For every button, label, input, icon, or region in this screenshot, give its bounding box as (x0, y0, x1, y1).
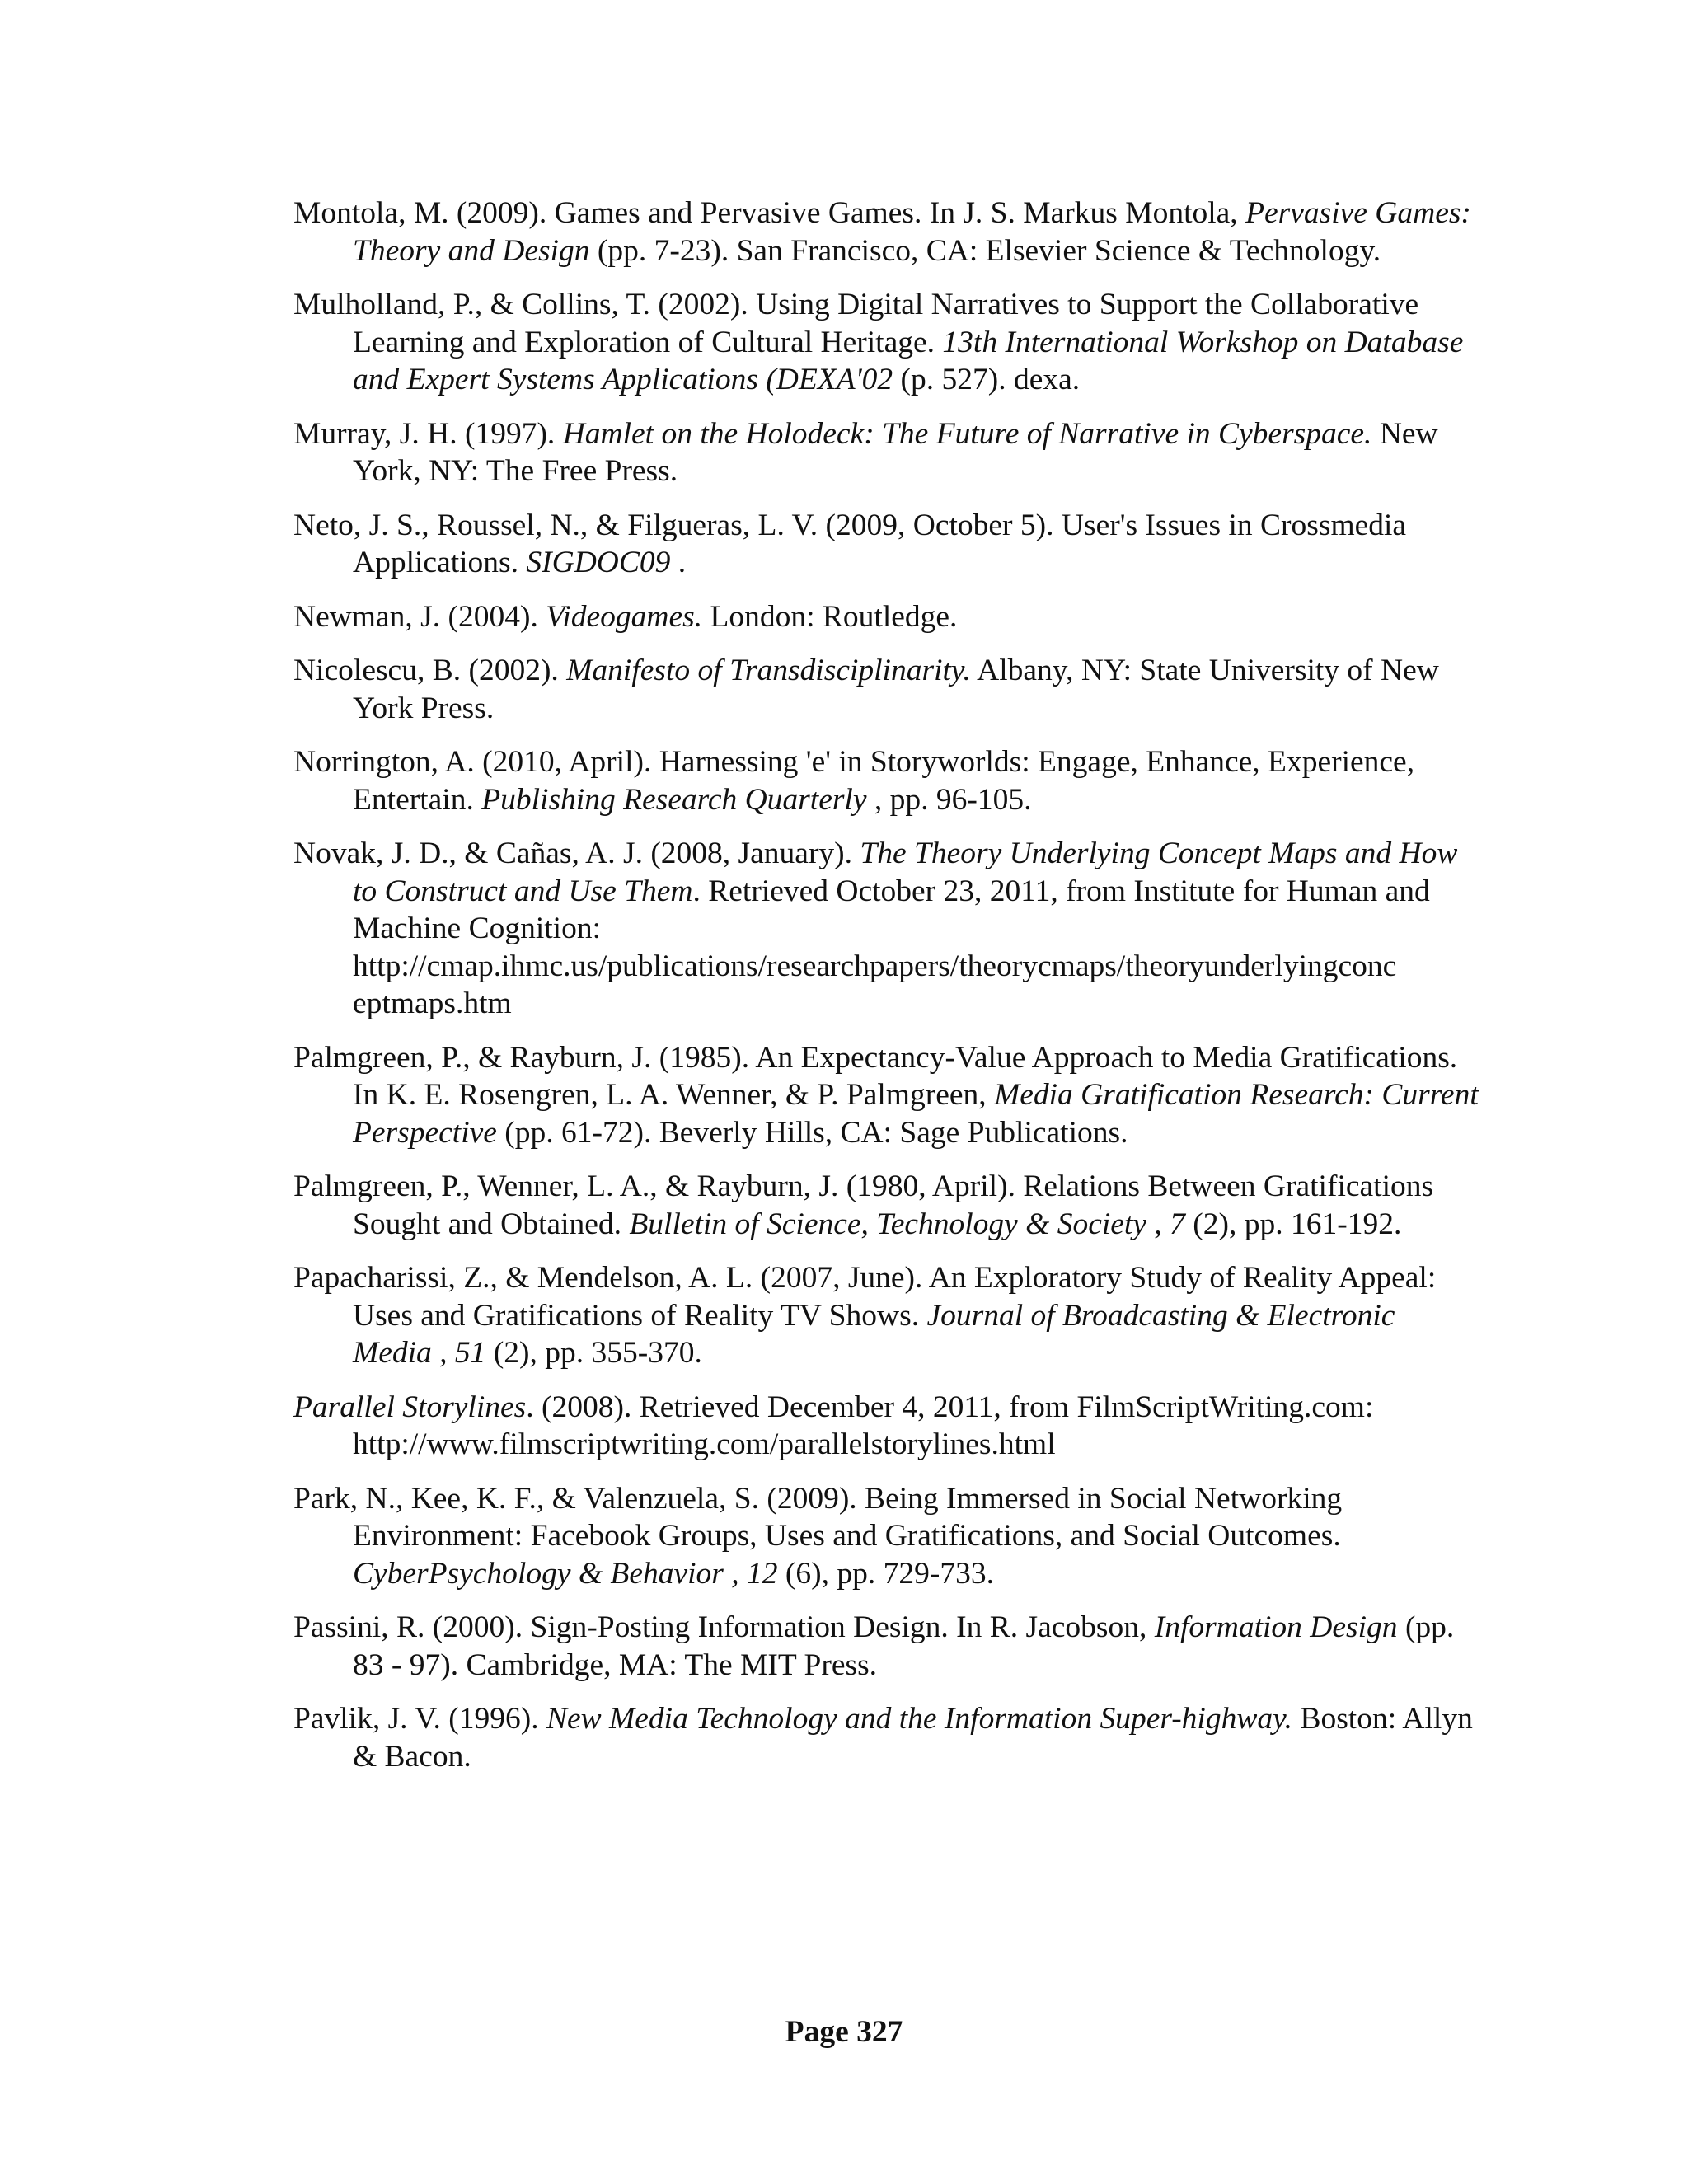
reference-title: Manifesto of Transdisciplinarity. (566, 654, 971, 687)
reference-text: Palmgreen, P., & Rayburn, J. (1985). An Expectancy-Value Approach to Media Gratifications. In K. E. Rosengren, L. A. Wenner, & P. Palmgreen, (293, 1040, 1458, 1112)
reference-entry (293, 286, 1480, 399)
reference-text: Passini, R. (2000). Sign-Posting Information Design. In R. Jacobson, (293, 1610, 1155, 1644)
reference-title: Hamlet on the Holodeck: The Future of Narrative in Cyberspace. (562, 416, 1372, 451)
reference-entry (293, 1700, 1480, 1775)
reference-entry (293, 1259, 1480, 1372)
reference-text: (pp. 61-72). Beverly Hills, CA: Sage Publications. (496, 1115, 1128, 1150)
reference-text: Newman, J. (2004). (293, 599, 546, 634)
reference-title: Information Design (1154, 1610, 1398, 1644)
reference-text: Albany, NY: State University of New York Press. (353, 654, 1439, 725)
reference-text: London: Routledge. (702, 599, 958, 634)
reference-entry (293, 415, 1480, 490)
reference-text: Murray, J. H. (1997). (293, 416, 563, 451)
reference-text: Nicolescu, B. (2002). (293, 654, 567, 687)
reference-text: (pp. 7-23). San Francisco, CA: Elsevier Science & Technology. (589, 233, 1381, 268)
reference-title: Pervasive Games: Theory and Design (353, 196, 1471, 268)
reference-text: Palmgreen, P., Wenner, L. A., & Rayburn, J. (1980, April). Relations Between Gratifications Sought and Obtained. (293, 1169, 1434, 1241)
reference-title: Videogames. (546, 599, 703, 634)
reference-text: (p. 527). dexa. (893, 363, 1081, 396)
reference-title: SIGDOC09 (526, 546, 671, 579)
reference-entry (293, 1609, 1480, 1684)
reference-entry (293, 194, 1480, 269)
reference-title: Publishing Research Quarterly (481, 782, 867, 817)
reference-entry (293, 598, 1480, 636)
reference-text: . (2008). Retrieved December 4, 2011, from FilmScriptWriting.com: http://www.filmscriptwriting.com/parallelstorylines.html (353, 1390, 1374, 1461)
reference-title: The Theory Underlying Concept Maps and How to Construct and Use Them (353, 837, 1458, 908)
reference-text: Neto, J. S., Roussel, N., & Filgueras, L. V. (2009, October 5). User's Issues in Crossmedia Applications. (293, 508, 1407, 579)
reference-title: CyberPsychology & Behavior , 12 (353, 1556, 778, 1591)
reference-entry (293, 1168, 1480, 1243)
reference-text: . (670, 546, 687, 579)
reference-entry (293, 652, 1480, 727)
reference-text: Mulholland, P., & Collins, T. (2002). Using Digital Narratives to Support the Collaborative Learning and Exploration of Cultural Heritage. (293, 288, 1419, 359)
reference-text: (2), pp. 161-192. (1184, 1207, 1402, 1241)
reference-entry (293, 1480, 1480, 1593)
reference-text: Norrington, A. (2010, April). Harnessing 'e' in Storyworlds: Engage, Enhance, Experience, Entertain. (293, 745, 1415, 817)
reference-list (293, 194, 1480, 1792)
reference-text: Montola, M. (2009). Games and Pervasive Games. In J. S. Markus Montola, (293, 196, 1246, 230)
reference-title: Parallel Storylines (293, 1390, 527, 1424)
reference-title: 13th International Workshop on Database and Expert Systems Applications (DEXA'02 (353, 325, 1464, 396)
reference-title: New Media Technology and the Information Super-highway. (546, 1702, 1293, 1736)
reference-text: Boston: Allyn & Bacon. (353, 1702, 1473, 1774)
reference-entry (293, 507, 1480, 582)
reference-url: eptmaps.htm (353, 987, 512, 1020)
reference-title: Journal of Broadcasting & Electronic Media , 51 (353, 1298, 1395, 1370)
reference-text: , pp. 96-105. (866, 782, 1032, 817)
reference-text: Novak, J. D., & Cañas, A. J. (2008, January). (293, 837, 860, 870)
reference-title: Bulletin of Science, Technology & Society , 7 (629, 1207, 1185, 1241)
reference-entry (293, 835, 1480, 1023)
reference-text: (pp. 83 - 97). Cambridge, MA: The MIT Press. (353, 1610, 1455, 1682)
reference-entry (293, 743, 1480, 818)
reference-entry (293, 1389, 1480, 1464)
reference-url: http://cmap.ihmc.us/publications/researchpapers/theorycmaps/theoryunderlyingconc (353, 949, 1397, 983)
reference-text: Papacharissi, Z., & Mendelson, A. L. (2007, June). An Exploratory Study of Reality Appeal: Uses and Gratifications of Reality TV Shows. (293, 1261, 1437, 1333)
reference-text: (2), pp. 355-370. (485, 1336, 702, 1370)
reference-entry (293, 1039, 1480, 1152)
reference-text: (6), pp. 729-733. (777, 1556, 994, 1591)
reference-text: Pavlik, J. V. (1996). (293, 1702, 546, 1736)
page-number: Page 327 (785, 2015, 903, 2049)
reference-text: Park, N., Kee, K. F., & Valenzuela, S. (2009). Being Immersed in Social Networking Environment: Facebook Groups, Uses and Gratifications, and Social Outcomes. (293, 1481, 1343, 1553)
reference-text: New York, NY: The Free Press. (353, 416, 1438, 488)
reference-text: . Retrieved October 23, 2011, from Institute for Human and Machine Cognition: (353, 874, 1430, 945)
reference-title: Media Gratification Research: Current Perspective (353, 1078, 1479, 1150)
